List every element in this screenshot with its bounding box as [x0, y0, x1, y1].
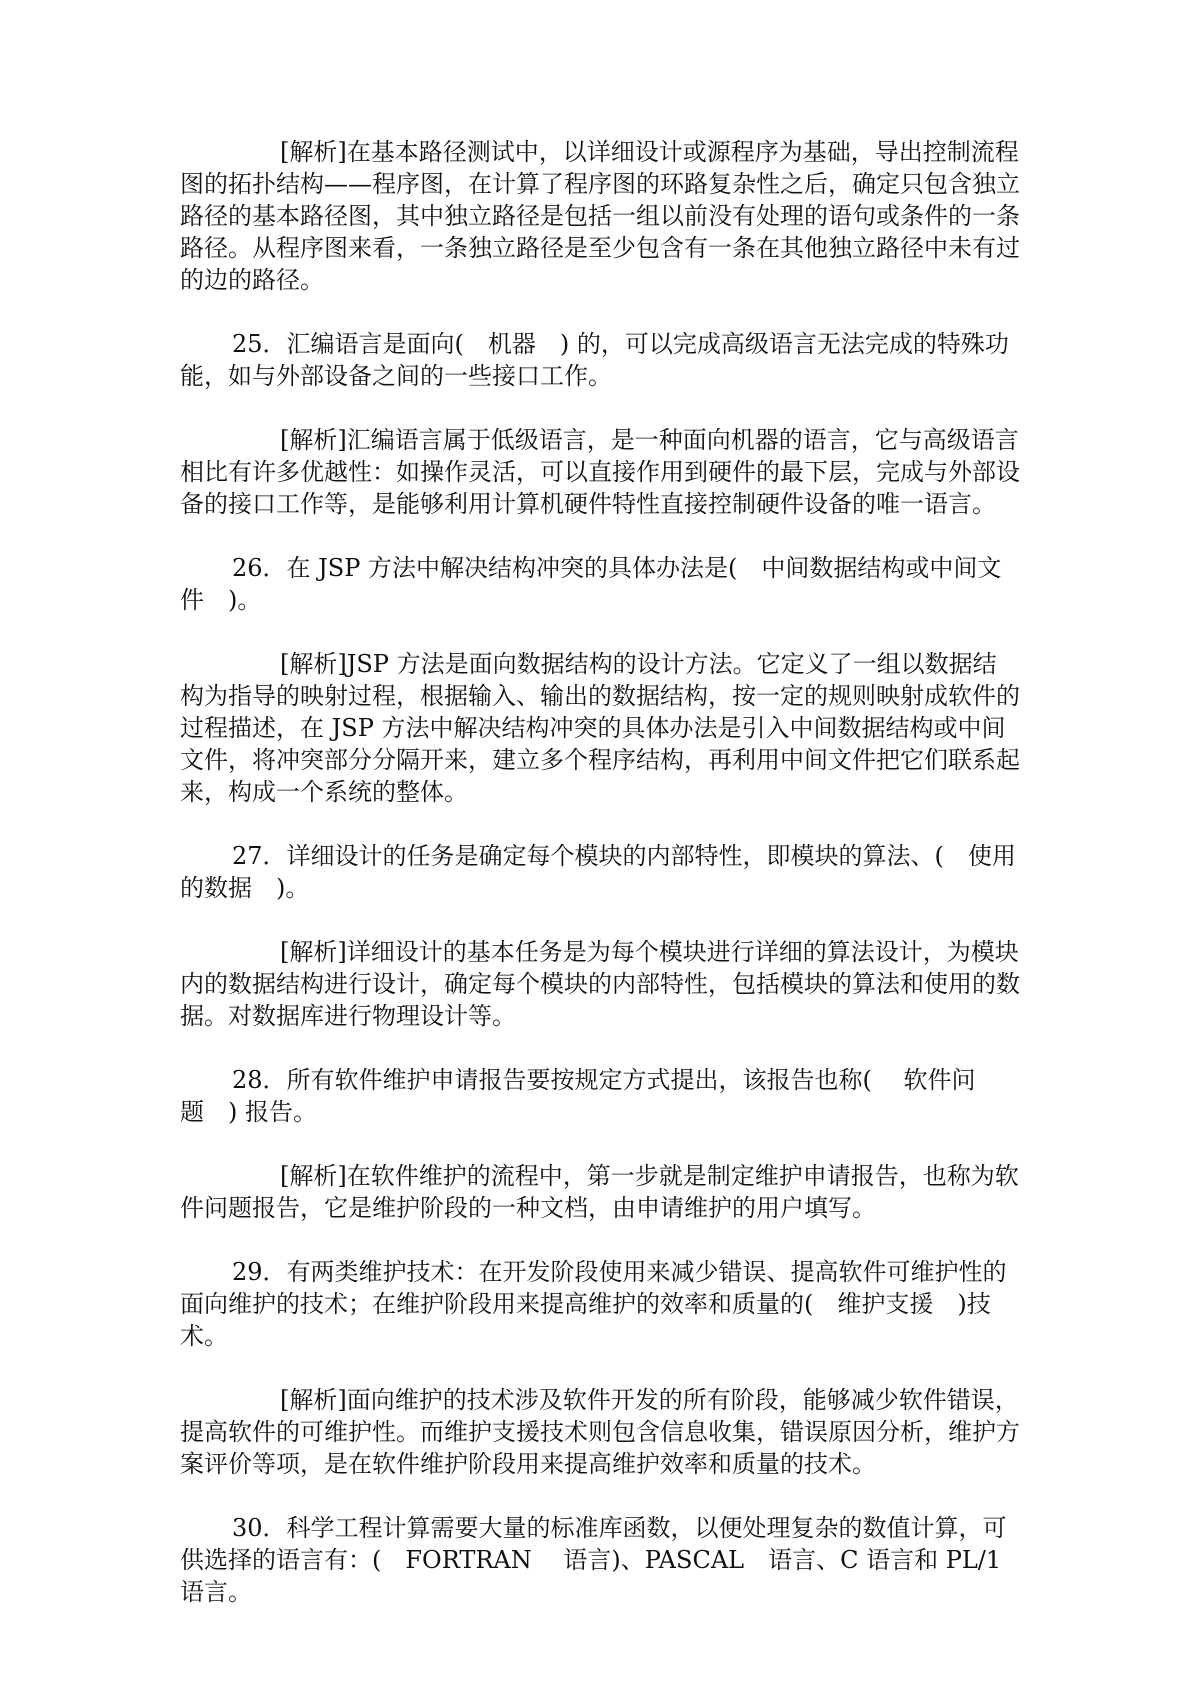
question-26: 26．在 JSP 方法中解决结构冲突的具体办法是( 中间数据结构或中间文件 )。: [180, 554, 1002, 614]
question-28: 28．所有软件维护申请报告要按规定方式提出，该报告也称( 软件问题 ) 报告。: [180, 1066, 976, 1126]
analysis-paragraph-24: [解析]在基本路径测试中，以详细设计或源程序为基础，导出控制流程图的拓扑结构——程序图，在计算了程序图的环路复杂性之后，确定只包含独立路径的基本路径图，其中独立路径是包括一组以前没有处理的语句或条件的一条路径。从程序图来看，一条独立路径是至少包含有一条在其他独立路径中未有过的边的路径。: [180, 138, 1020, 294]
analysis-paragraph-27: [解析]详细设计的基本任务是为每个模块进行详细的算法设计，为模块内的数据结构进行设计，确定每个模块的内部特性，包括模块的算法和使用的数据。对数据库进行物理设计等。: [180, 938, 1020, 1030]
question-25: 25．汇编语言是面向( 机器 ) 的，可以完成高级语言无法完成的特殊功能，如与外部设备之间的一些接口工作。: [180, 330, 1009, 390]
analysis-paragraph-26: [解析]JSP 方法是面向数据结构的设计方法。它定义了一组以数据结构为指导的映射过程，根据输入、输出的数据结构，按一定的规则映射成软件的过程描述，在 JSP 方法中解决结构冲突的具体办法是引入中间数据结构或中间文件，将冲突部分分隔开来，建立多个程序结构，再利用中间文件把它们联系起来，构成一个系统的整体。: [180, 650, 1020, 806]
analysis-paragraph-28: [解析]在软件维护的流程中，第一步就是制定维护申请报告，也称为软件问题报告，它是维护阶段的一种文档，由申请维护的用户填写。: [180, 1162, 1019, 1222]
question-27: 27．详细设计的任务是确定每个模块的内部特性，即模块的算法、( 使用的数据 )。: [180, 842, 1016, 902]
analysis-paragraph-29: [解析]面向维护的技术涉及软件开发的所有阶段，能够减少软件错误，提高软件的可维护性。而维护支援技术则包含信息收集，错误原因分析，维护方案评价等项，是在软件维护阶段用来提高维护效率和质量的技术。: [180, 1386, 1020, 1478]
question-30: 30．科学工程计算需要大量的标准库函数，以便处理复杂的数值计算，可供选择的语言有：( FORTRAN 语言)、PASCAL 语言、C 语言和 PL/1 语言。: [180, 1514, 1007, 1606]
document-page: [180, 136, 1020, 1640]
analysis-paragraph-25: [解析]汇编语言属于低级语言，是一种面向机器的语言，它与高级语言相比有许多优越性：如操作灵活，可以直接作用到硬件的最下层，完成与外部设备的接口工作等，是能够利用计算机硬件特性直接控制硬件设备的唯一语言。: [180, 426, 1020, 518]
question-29: 29．有两类维护技术：在开发阶段使用来减少错误、提高软件可维护性的面向维护的技术；在维护阶段用来提高维护的效率和质量的( 维护支援 )技术。: [180, 1258, 1007, 1350]
